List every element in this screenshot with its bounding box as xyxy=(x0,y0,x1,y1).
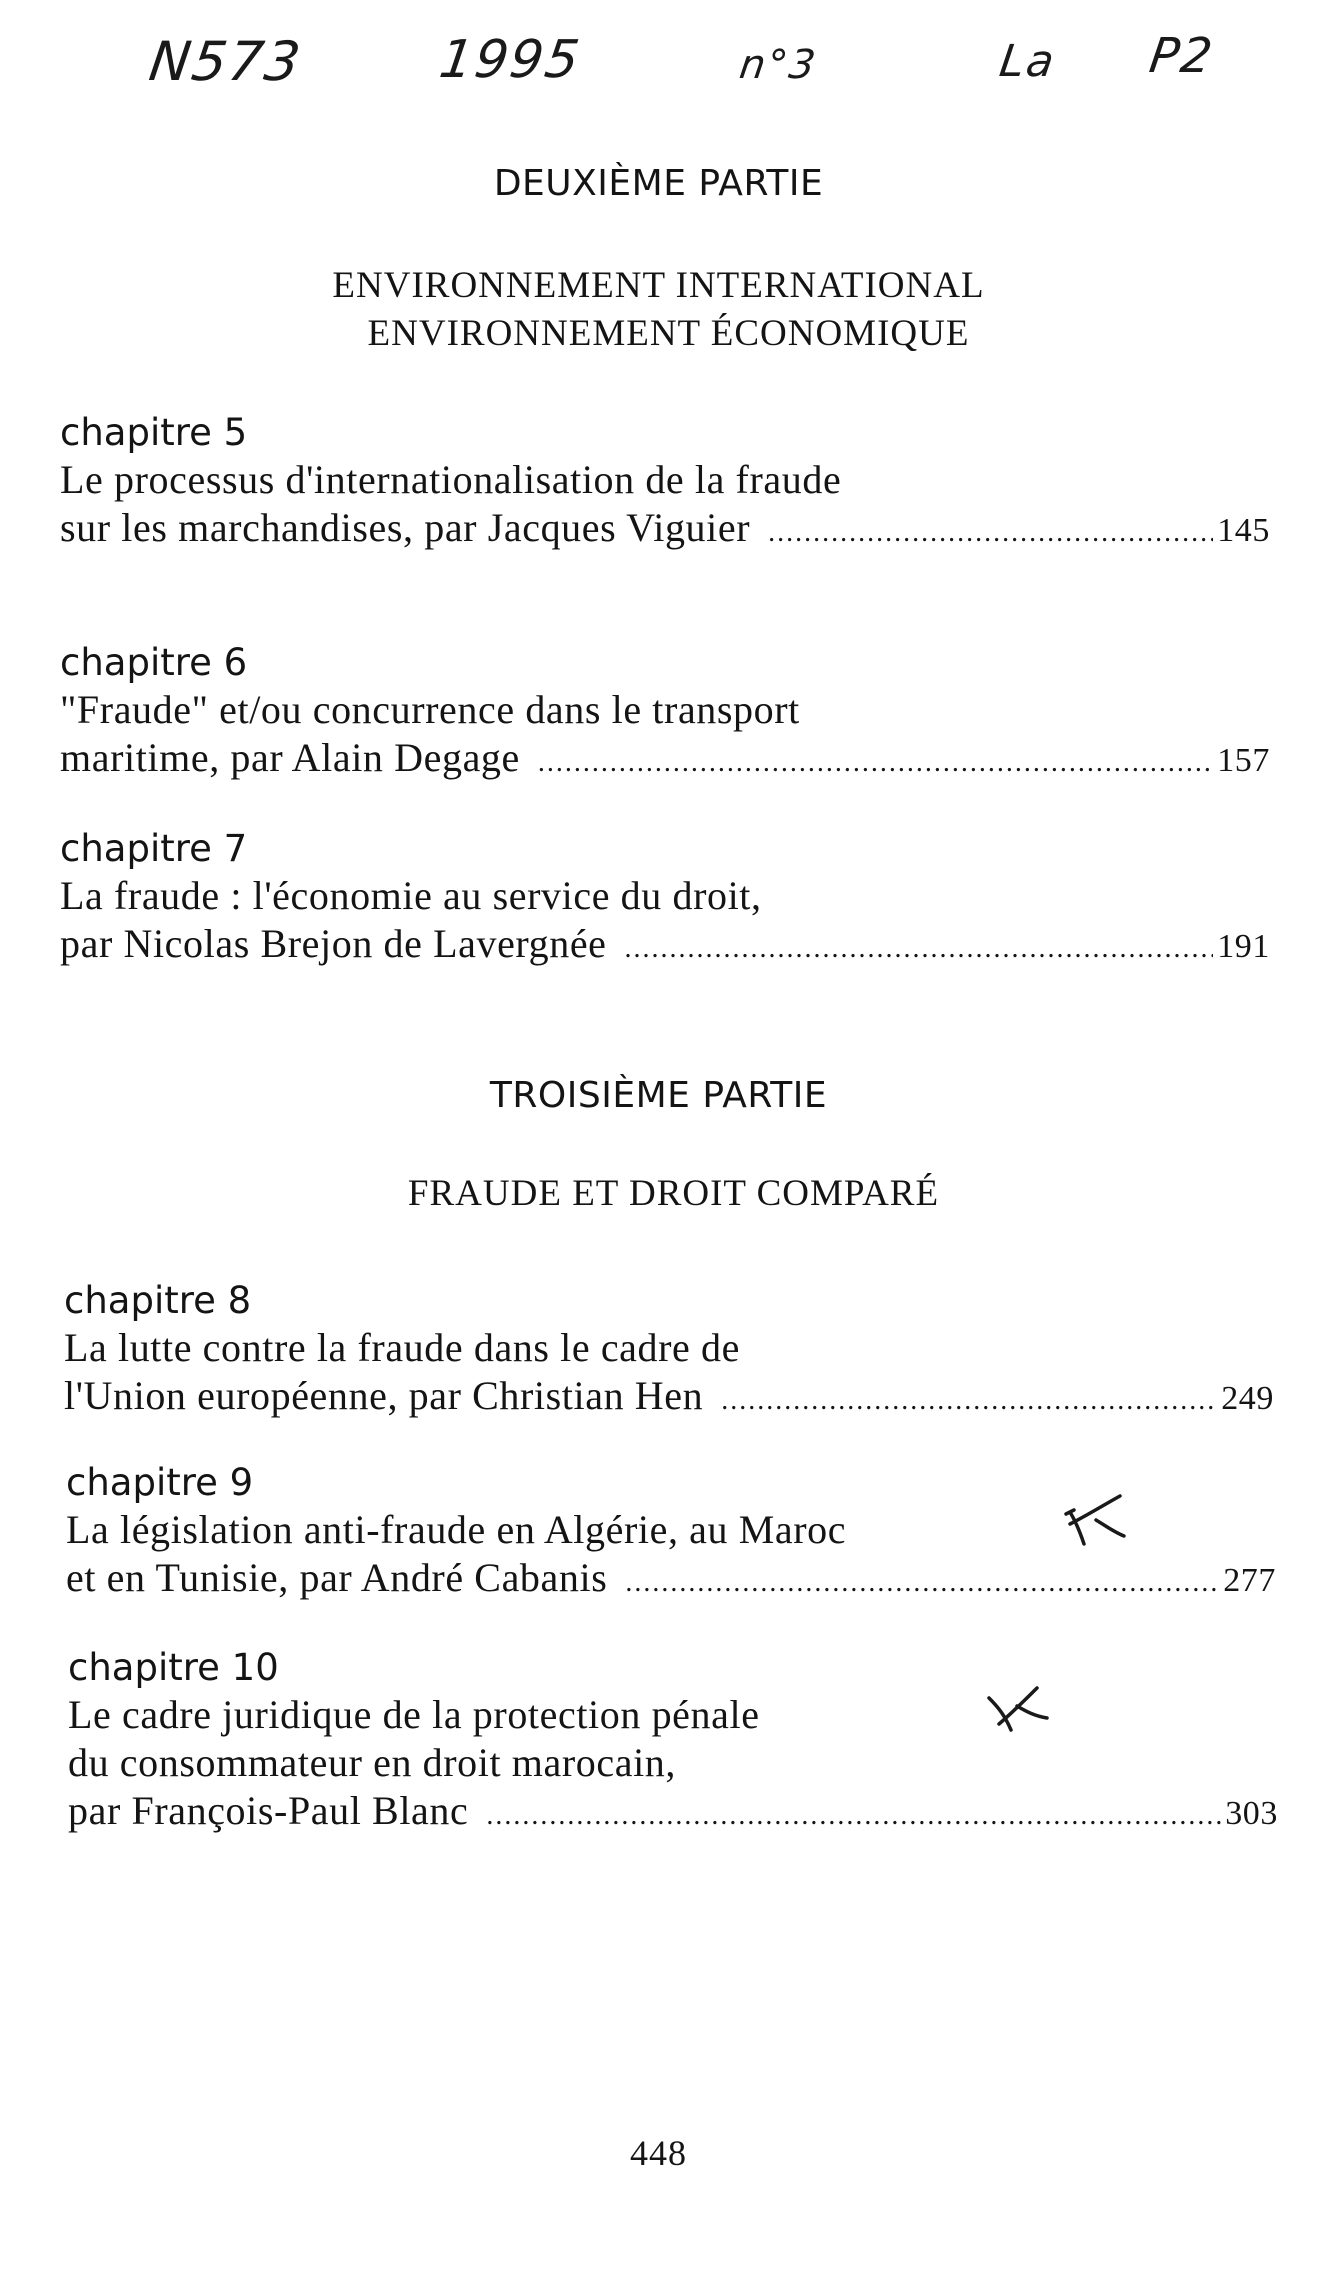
dot-leader xyxy=(538,739,1213,787)
chapter-label: chapitre 10 xyxy=(68,1646,279,1689)
chapter-author-line: sur les marchandises, par Jacques Viguier xyxy=(60,505,751,550)
chapter-author-line: et en Tunisie, par André Cabanis xyxy=(66,1555,608,1600)
part3-title: TROISIÈME PARTIE xyxy=(489,1075,828,1116)
handwritten-cross-mark-icon xyxy=(985,1680,1055,1740)
chapter-last-line xyxy=(66,1554,1276,1607)
chapter-page-number: 303 xyxy=(1225,1795,1278,1832)
chapter-description xyxy=(64,1324,1274,1425)
chapter-description xyxy=(68,1691,1278,1840)
handwritten-cross-mark-icon xyxy=(1062,1492,1132,1552)
chapter-label: chapitre 8 xyxy=(64,1279,252,1322)
chapter-line: La lutte contre la fraude dans le cadre de xyxy=(64,1325,740,1370)
part2-subtitle xyxy=(0,262,1317,358)
chapter-page-number: 145 xyxy=(1217,512,1270,549)
chapter-line: Le cadre juridique de la protection pénale xyxy=(68,1692,760,1737)
part3-subtitle-line1: FRAUDE ET DROIT COMPARÉ xyxy=(407,1173,940,1214)
chapter-label: chapitre 7 xyxy=(60,827,248,870)
chapter-line: Le processus d'internationalisation de la fraude xyxy=(60,457,842,502)
chapter-description xyxy=(60,456,1270,557)
chapter-author-line: par François-Paul Blanc xyxy=(68,1788,469,1833)
handwritten-issue: n°3 xyxy=(736,42,821,88)
chapter-entry xyxy=(68,1645,1278,1840)
part3-subtitle xyxy=(0,1170,1317,1218)
part2-title: DEUXIÈME PARTIE xyxy=(493,163,824,204)
handwritten-note-b: P2 xyxy=(1146,28,1218,84)
chapter-last-line xyxy=(64,1372,1274,1425)
page-number: 448 xyxy=(630,2133,687,2173)
chapter-label: chapitre 6 xyxy=(60,641,248,684)
chapter-page-number: 191 xyxy=(1217,928,1270,965)
chapter-entry xyxy=(60,640,1270,787)
chapter-label: chapitre 5 xyxy=(60,411,248,454)
chapter-line: "Fraude" et/ou concurrence dans le transport xyxy=(60,687,800,732)
chapter-last-line xyxy=(60,920,1270,973)
chapter-entry xyxy=(64,1278,1274,1425)
dot-leader xyxy=(486,1792,1221,1840)
chapter-author-line: l'Union européenne, par Christian Hen xyxy=(64,1373,704,1418)
handwritten-year: 1995 xyxy=(435,30,585,90)
chapter-page-number: 157 xyxy=(1217,742,1270,779)
part2-subtitle-line1: ENVIRONNEMENT INTERNATIONAL xyxy=(332,265,985,306)
chapter-entry xyxy=(60,410,1270,557)
chapter-page-number: 249 xyxy=(1221,1380,1274,1417)
dot-leader xyxy=(625,925,1214,973)
chapter-page-number: 277 xyxy=(1223,1562,1276,1599)
chapter-author-line: par Nicolas Brejon de Lavergnée xyxy=(60,921,607,966)
chapter-entry xyxy=(60,826,1270,973)
handwritten-ref-code: N573 xyxy=(145,30,306,93)
chapter-description xyxy=(60,872,1270,973)
chapter-label: chapitre 9 xyxy=(66,1461,254,1504)
part2-subtitle-line2: ENVIRONNEMENT ÉCONOMIQUE xyxy=(367,313,970,354)
chapter-description xyxy=(60,686,1270,787)
chapter-line: du consommateur en droit marocain, xyxy=(68,1740,676,1785)
chapter-last-line xyxy=(60,734,1270,787)
chapter-author-line: maritime, par Alain Degage xyxy=(60,735,520,780)
dot-leader xyxy=(768,509,1213,557)
chapter-last-line xyxy=(60,504,1270,557)
chapter-line: La législation anti-fraude en Algérie, au Maroc xyxy=(66,1507,847,1552)
dot-leader xyxy=(721,1377,1217,1425)
chapter-line: La fraude : l'économie au service du droit, xyxy=(60,873,762,918)
dot-leader xyxy=(625,1559,1219,1607)
handwritten-note-a: La xyxy=(996,36,1060,87)
chapter-last-line xyxy=(68,1787,1278,1840)
